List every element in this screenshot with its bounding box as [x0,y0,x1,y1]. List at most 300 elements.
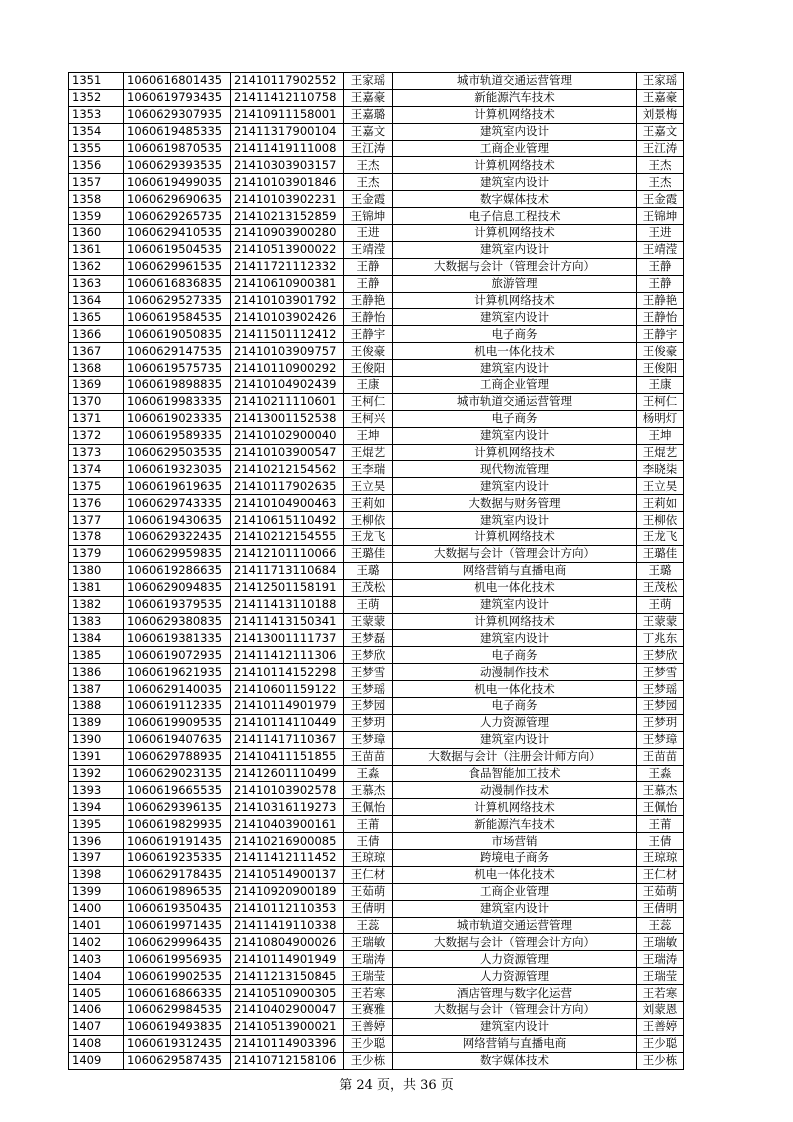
signature-name-cell: 王柳依 [637,512,684,529]
signature-name-cell: 王萌 [637,596,684,613]
table-row [69,731,684,748]
student-name-cell: 王梦璋 [344,731,393,748]
table-row [69,1052,684,1069]
row-number-cell: 1376 [69,495,124,512]
exam-number-cell: 1060619350435 [124,900,231,917]
registration-number-cell: 21410114152298 [231,664,344,681]
student-name-cell: 王金霞 [344,191,393,208]
signature-name-cell: 王静 [637,258,684,275]
table-row [69,816,684,833]
row-number-cell: 1399 [69,883,124,900]
exam-number-cell: 1060629396135 [124,799,231,816]
signature-name-cell: 王嘉文 [637,123,684,140]
table-row [69,343,684,360]
exam-number-cell: 1060619870535 [124,140,231,157]
major-cell: 工商企业管理 [393,883,637,900]
table-row [69,1035,684,1052]
table-row [69,1018,684,1035]
registration-number-cell: 21410110900292 [231,360,344,377]
student-name-cell: 王瑞莹 [344,968,393,985]
student-name-cell: 王茹萌 [344,883,393,900]
table-row [69,106,684,123]
student-name-cell: 王莆 [344,816,393,833]
registration-number-cell: 21410514900137 [231,866,344,883]
major-cell: 建筑室内设计 [393,731,637,748]
major-cell: 城市轨道交通运营管理 [393,917,637,934]
registration-number-cell: 21410213152859 [231,208,344,225]
major-cell: 建筑室内设计 [393,174,637,191]
exam-number-cell: 1060629410535 [124,225,231,242]
signature-name-cell: 王梦玥 [637,714,684,731]
registration-number-cell: 21410402900047 [231,1001,344,1018]
signature-name-cell: 王焜艺 [637,444,684,461]
table-row [69,512,684,529]
signature-name-cell: 王金霞 [637,191,684,208]
exam-number-cell: 1060619050835 [124,326,231,343]
registration-number-cell: 21410903900280 [231,225,344,242]
student-name-cell: 王静 [344,275,393,292]
row-number-cell: 1385 [69,647,124,664]
table-row [69,647,684,664]
row-number-cell: 1356 [69,157,124,174]
signature-name-cell: 王倩明 [637,900,684,917]
exam-number-cell: 1060619665535 [124,782,231,799]
major-cell: 机电一体化技术 [393,866,637,883]
row-number-cell: 1354 [69,123,124,140]
major-cell: 计算机网络技术 [393,225,637,242]
exam-number-cell: 1060619829935 [124,816,231,833]
page-footer: 第 24 页，共 36 页 [339,1078,454,1093]
signature-name-cell: 王靖滢 [637,241,684,258]
exam-number-cell: 1060629023135 [124,765,231,782]
registration-number-cell: 21410104902439 [231,377,344,394]
student-name-cell: 王少栋 [344,1052,393,1069]
registration-number-cell: 21410117902552 [231,73,344,90]
table-row [69,123,684,140]
signature-name-cell: 王茂松 [637,579,684,596]
student-name-cell: 王少聪 [344,1035,393,1052]
exam-number-cell: 1060619023335 [124,410,231,427]
exam-number-cell: 1060619379535 [124,596,231,613]
registration-number-cell: 21411213150845 [231,968,344,985]
student-name-cell: 王杰 [344,157,393,174]
major-cell: 城市轨道交通运营管理 [393,73,637,90]
table-row [69,326,684,343]
row-number-cell: 1395 [69,816,124,833]
signature-name-cell: 王若寒 [637,985,684,1002]
exam-number-cell: 1060619504535 [124,241,231,258]
exam-number-cell: 1060619956935 [124,951,231,968]
table-row [69,799,684,816]
student-name-cell: 王苗苗 [344,748,393,765]
registration-number-cell: 21410411151855 [231,748,344,765]
exam-number-cell: 1060629996435 [124,934,231,951]
student-name-cell: 王茂松 [344,579,393,596]
registration-number-cell: 21410212154562 [231,461,344,478]
signature-name-cell: 刘景梅 [637,106,684,123]
table-row [69,833,684,850]
signature-name-cell: 王立昊 [637,478,684,495]
table-row [69,613,684,630]
row-number-cell: 1382 [69,596,124,613]
major-cell: 机电一体化技术 [393,343,637,360]
table-row [69,191,684,208]
exam-number-cell: 1060619983335 [124,393,231,410]
table-row [69,495,684,512]
student-name-cell: 王李瑞 [344,461,393,478]
registration-number-cell: 21410103901846 [231,174,344,191]
table-row [69,275,684,292]
table-row [69,782,684,799]
signature-name-cell: 王蕊 [637,917,684,934]
student-name-cell: 王锦坤 [344,208,393,225]
major-cell: 机电一体化技术 [393,681,637,698]
registration-number-cell: 21412601110499 [231,765,344,782]
major-cell: 跨境电子商务 [393,849,637,866]
row-number-cell: 1366 [69,326,124,343]
exam-number-cell: 1060629527335 [124,292,231,309]
table-row [69,225,684,242]
row-number-cell: 1392 [69,765,124,782]
major-cell: 网络营销与直播电商 [393,1035,637,1052]
registration-number-cell: 21410211110601 [231,393,344,410]
row-number-cell: 1404 [69,968,124,985]
exam-number-cell: 1060619898835 [124,377,231,394]
exam-number-cell: 1060629587435 [124,1052,231,1069]
row-number-cell: 1393 [69,782,124,799]
exam-number-cell: 1060619896535 [124,883,231,900]
signature-name-cell: 王琼琼 [637,849,684,866]
row-number-cell: 1378 [69,529,124,546]
student-name-cell: 王静艳 [344,292,393,309]
row-number-cell: 1380 [69,562,124,579]
registration-number-cell: 21411412111452 [231,849,344,866]
major-cell: 计算机网络技术 [393,106,637,123]
registration-number-cell: 21410103902578 [231,782,344,799]
signature-name-cell: 王茹萌 [637,883,684,900]
signature-name-cell: 王苗苗 [637,748,684,765]
student-name-cell: 王梦瑶 [344,681,393,698]
signature-name-cell: 王梦雪 [637,664,684,681]
row-number-cell: 1400 [69,900,124,917]
registration-number-cell: 21410610900381 [231,275,344,292]
signature-name-cell: 王慕杰 [637,782,684,799]
row-number-cell: 1407 [69,1018,124,1035]
table-row [69,900,684,917]
registration-number-cell: 21410114110449 [231,714,344,731]
signature-name-cell: 王瑞涛 [637,951,684,968]
signature-name-cell: 王倩 [637,833,684,850]
registration-number-cell: 21410114901979 [231,697,344,714]
student-name-cell: 王柯兴 [344,410,393,427]
exam-number-cell: 1060619589335 [124,427,231,444]
row-number-cell: 1391 [69,748,124,765]
table-row [69,866,684,883]
student-name-cell: 王梦欣 [344,647,393,664]
table-row [69,714,684,731]
table-row [69,579,684,596]
row-number-cell: 1396 [69,833,124,850]
student-name-cell: 王蒙蒙 [344,613,393,630]
row-number-cell: 1397 [69,849,124,866]
exam-number-cell: 1060629743335 [124,495,231,512]
table-row [69,377,684,394]
signature-name-cell: 王仁材 [637,866,684,883]
row-number-cell: 1384 [69,630,124,647]
registration-number-cell: 21410513900022 [231,241,344,258]
student-name-cell: 王璐佳 [344,545,393,562]
registration-number-cell: 21410911158001 [231,106,344,123]
major-cell: 工商企业管理 [393,140,637,157]
signature-name-cell: 王璐 [637,562,684,579]
row-number-cell: 1352 [69,89,124,106]
row-number-cell: 1359 [69,208,124,225]
major-cell: 城市轨道交通运营管理 [393,393,637,410]
registration-number-cell: 21410104900463 [231,495,344,512]
table-row [69,545,684,562]
exam-number-cell: 1060619909535 [124,714,231,731]
major-cell: 大数据与会计（管理会计方向） [393,258,637,275]
signature-name-cell: 王杰 [637,157,684,174]
signature-name-cell: 王俊豪 [637,343,684,360]
exam-number-cell: 1060629984535 [124,1001,231,1018]
major-cell: 计算机网络技术 [393,529,637,546]
major-cell: 电子商务 [393,697,637,714]
major-cell: 建筑室内设计 [393,512,637,529]
exam-number-cell: 1060619235335 [124,849,231,866]
row-number-cell: 1388 [69,697,124,714]
table-row [69,985,684,1002]
major-cell: 大数据与会计（管理会计方向） [393,1001,637,1018]
signature-name-cell: 王锦坤 [637,208,684,225]
major-cell: 食品智能加工技术 [393,765,637,782]
signature-name-cell: 王善婷 [637,1018,684,1035]
registration-number-cell: 21413001152538 [231,410,344,427]
row-number-cell: 1363 [69,275,124,292]
student-name-cell: 王蕊 [344,917,393,934]
exam-number-cell: 1060619112335 [124,697,231,714]
row-number-cell: 1402 [69,934,124,951]
registration-number-cell: 21411413150341 [231,613,344,630]
registration-number-cell: 21410804900026 [231,934,344,951]
major-cell: 建筑室内设计 [393,630,637,647]
major-cell: 大数据与会计（注册会计师方向） [393,748,637,765]
student-name-cell: 王康 [344,377,393,394]
registration-number-cell: 21410316119273 [231,799,344,816]
table-row [69,1001,684,1018]
student-name-cell: 王嘉豪 [344,89,393,106]
exam-number-cell: 1060619381335 [124,630,231,647]
registration-number-cell: 21410103909757 [231,343,344,360]
row-number-cell: 1389 [69,714,124,731]
exam-number-cell: 1060629322435 [124,529,231,546]
row-number-cell: 1405 [69,985,124,1002]
signature-name-cell: 王坤 [637,427,684,444]
major-cell: 电子商务 [393,326,637,343]
row-number-cell: 1371 [69,410,124,427]
signature-name-cell: 王江涛 [637,140,684,157]
registration-number-cell: 21410103902426 [231,309,344,326]
major-cell: 新能源汽车技术 [393,89,637,106]
table-row [69,917,684,934]
exam-number-cell: 1060616801435 [124,73,231,90]
exam-number-cell: 1060619793435 [124,89,231,106]
student-name-cell: 王坤 [344,427,393,444]
major-cell: 计算机网络技术 [393,444,637,461]
row-number-cell: 1394 [69,799,124,816]
registration-number-cell: 21410216900085 [231,833,344,850]
exam-number-cell: 1060629380835 [124,613,231,630]
exam-number-cell: 1060629178435 [124,866,231,883]
exam-number-cell: 1060629307935 [124,106,231,123]
exam-number-cell: 1060616836835 [124,275,231,292]
signature-name-cell: 王蒙蒙 [637,613,684,630]
registration-number-cell: 21412501158191 [231,579,344,596]
major-cell: 动漫制作技术 [393,664,637,681]
signature-name-cell: 杨明灯 [637,410,684,427]
row-number-cell: 1360 [69,225,124,242]
exam-number-cell: 1060619485335 [124,123,231,140]
major-cell: 计算机网络技术 [393,292,637,309]
signature-name-cell: 王梦欣 [637,647,684,664]
major-cell: 网络营销与直播电商 [393,562,637,579]
exam-number-cell: 1060619621935 [124,664,231,681]
registration-number-cell: 21410103900547 [231,444,344,461]
major-cell: 建筑室内设计 [393,309,637,326]
exam-number-cell: 1060629393535 [124,157,231,174]
row-number-cell: 1403 [69,951,124,968]
student-name-cell: 王佩怡 [344,799,393,816]
row-number-cell: 1355 [69,140,124,157]
major-cell: 建筑室内设计 [393,1018,637,1035]
exam-number-cell: 1060619575735 [124,360,231,377]
signature-name-cell: 王少聪 [637,1035,684,1052]
student-name-cell: 王家瑶 [344,73,393,90]
table-row [69,849,684,866]
row-number-cell: 1357 [69,174,124,191]
row-number-cell: 1358 [69,191,124,208]
row-number-cell: 1374 [69,461,124,478]
registration-number-cell: 21410102900040 [231,427,344,444]
registration-number-cell: 21410112110353 [231,900,344,917]
student-name-cell: 王焜艺 [344,444,393,461]
student-name-cell: 王萌 [344,596,393,613]
table-row [69,393,684,410]
major-cell: 大数据与财务管理 [393,495,637,512]
table-row [69,664,684,681]
table-row [69,427,684,444]
signature-name-cell: 王淼 [637,765,684,782]
student-name-cell: 王静怡 [344,309,393,326]
major-cell: 电子信息工程技术 [393,208,637,225]
registration-number-cell: 21411417110367 [231,731,344,748]
table-row [69,529,684,546]
row-number-cell: 1372 [69,427,124,444]
major-cell: 建筑室内设计 [393,478,637,495]
major-cell: 大数据与会计（管理会计方向） [393,934,637,951]
major-cell: 机电一体化技术 [393,579,637,596]
table-row [69,309,684,326]
student-name-cell: 王璐 [344,562,393,579]
student-table-body [69,73,684,1070]
row-number-cell: 1390 [69,731,124,748]
exam-number-cell: 1060629503535 [124,444,231,461]
exam-number-cell: 1060629265735 [124,208,231,225]
table-row [69,360,684,377]
major-cell: 电子商务 [393,647,637,664]
table-row [69,410,684,427]
signature-name-cell: 李晓柒 [637,461,684,478]
registration-number-cell: 21411501112412 [231,326,344,343]
signature-name-cell: 王静 [637,275,684,292]
registration-number-cell: 21411412110758 [231,89,344,106]
signature-name-cell: 王梦璋 [637,731,684,748]
student-name-cell: 王柳依 [344,512,393,529]
row-number-cell: 1361 [69,241,124,258]
major-cell: 计算机网络技术 [393,613,637,630]
student-name-cell: 王瑞敏 [344,934,393,951]
table-row [69,478,684,495]
table-row [69,292,684,309]
registration-number-cell: 21411317900104 [231,123,344,140]
registration-number-cell: 21410920900189 [231,883,344,900]
table-row [69,140,684,157]
registration-number-cell: 21410712158106 [231,1052,344,1069]
table-row [69,562,684,579]
major-cell: 建筑室内设计 [393,123,637,140]
signature-name-cell: 丁兆东 [637,630,684,647]
registration-number-cell: 21411412111306 [231,647,344,664]
student-name-cell: 王嘉文 [344,123,393,140]
table-row [69,174,684,191]
signature-name-cell: 王杰 [637,174,684,191]
major-cell: 人力资源管理 [393,968,637,985]
exam-number-cell: 1060629959835 [124,545,231,562]
registration-number-cell: 21411721112332 [231,258,344,275]
row-number-cell: 1362 [69,258,124,275]
student-table [68,72,684,1070]
row-number-cell: 1364 [69,292,124,309]
table-row [69,765,684,782]
major-cell: 新能源汽车技术 [393,816,637,833]
major-cell: 人力资源管理 [393,951,637,968]
registration-number-cell: 21410303903157 [231,157,344,174]
signature-name-cell: 王梦园 [637,697,684,714]
signature-name-cell: 王莆 [637,816,684,833]
signature-name-cell: 王梦瑶 [637,681,684,698]
row-number-cell: 1406 [69,1001,124,1018]
row-number-cell: 1387 [69,681,124,698]
student-name-cell: 王梦雪 [344,664,393,681]
row-number-cell: 1351 [69,73,124,90]
table-row [69,89,684,106]
signature-name-cell: 王进 [637,225,684,242]
table-row [69,241,684,258]
exam-number-cell: 1060619499035 [124,174,231,191]
major-cell: 电子商务 [393,410,637,427]
major-cell: 建筑室内设计 [393,241,637,258]
registration-number-cell: 21410114901949 [231,951,344,968]
row-number-cell: 1386 [69,664,124,681]
table-row [69,258,684,275]
major-cell: 现代物流管理 [393,461,637,478]
student-name-cell: 王俊豪 [344,343,393,360]
major-cell: 大数据与会计（管理会计方向） [393,545,637,562]
major-cell: 建筑室内设计 [393,427,637,444]
row-number-cell: 1368 [69,360,124,377]
signature-name-cell: 王瑞敏 [637,934,684,951]
table-row [69,208,684,225]
